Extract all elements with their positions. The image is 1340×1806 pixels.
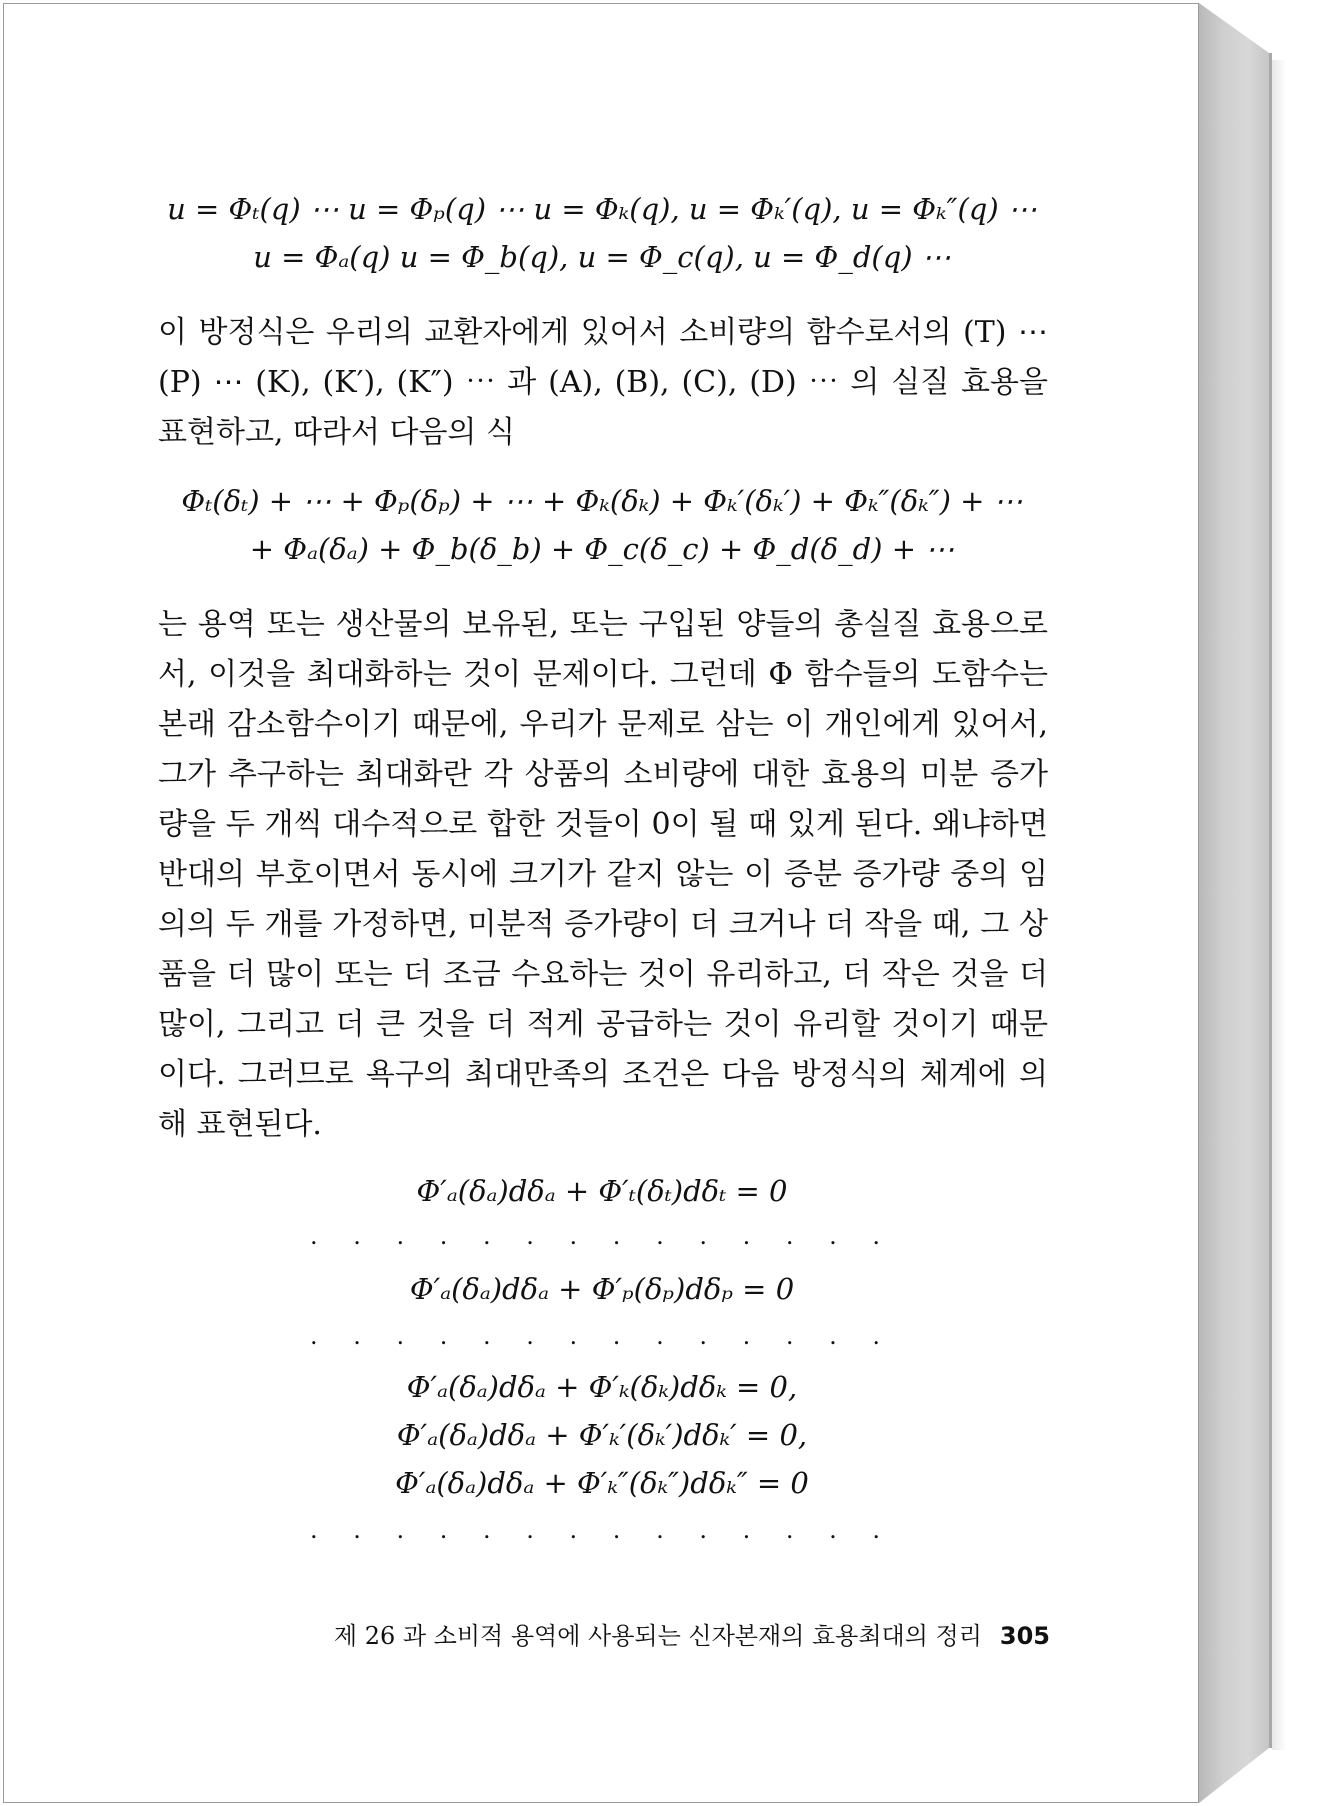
paragraph: 는 용역 또는 생산물의 보유된, 또는 구입된 양들의 총실질 효용으로서, 이것을 최대화하는 것이 문제이다. 그런데 Φ 함수들의 도함수는 본래 감소함수이기 때문에, 우리가 문제로 삼는 이 개인에게 있어서, 그가 추구하는 최대화란 각 상품의 소비량에 대한 효용의 미분 증가량을 두 개씩 대수적으로 합한 것들이 0이 될 때 있게 된다. 왜냐하면 반대의 부호이면서 동시에 크기가 같지 않는 이 증분 증가량 중의 임의의 두 개를 가정하면, 미분적 증가량이 더 크거나 더 작을 때, 그 상품을 더 많이 또는 더 조금 수요하는 것이 유리하고, 더 작은 것을 더 많이, 그리고 더 큰 것을 더 적게 공급하는 것이 유리할 것이기 때문이다. 그러므로 욕구의 최대만족의 조건은 다음 방정식의 체계에 의해 표현된다. bbox=[158, 607, 1048, 1142]
book-spine bbox=[1199, 3, 1269, 1803]
equation-line: Φ′ₐ(δₐ)dδₐ + Φ′ₚ(δₚ)dδₚ = 0 bbox=[409, 1272, 795, 1306]
chapter-title: 제 26 과 소비적 용역에 사용되는 신자본재의 효용최대의 정리 bbox=[333, 1622, 982, 1650]
ellipsis-row: . . . . . . . . . . . . . . bbox=[310, 1516, 894, 1544]
equation-line: u = Φₐ(q) u = Φ_b(q), u = Φ_c(q), u = Φ_d(q) ⋯ bbox=[253, 240, 951, 274]
equation-line: Φ′ₐ(δₐ)dδₐ + Φ′ₖ(δₖ)dδₖ = 0, bbox=[406, 1370, 798, 1404]
page-shadow bbox=[1272, 60, 1286, 1750]
paragraph: 이 방정식은 우리의 교환자에게 있어서 소비량의 함수로서의 (T) ⋯ (P) ⋯ (K), (K′), (K″) ⋯ 과 (A), (B), (C), (D) ⋯ 의 실질 효용을 표현하고, 따라서 다음의 식 bbox=[158, 315, 1048, 450]
equation-line: Φₜ(δₜ) + ⋯ + Φₚ(δₚ) + ⋯ + Φₖ(δₖ) + Φₖ′(δₖ′) + Φₖ″(δₖ″) + ⋯ bbox=[181, 484, 1023, 518]
equation-line: + Φₐ(δₐ) + Φ_b(δ_b) + Φ_c(δ_c) + Φ_d(δ_d) + ⋯ bbox=[249, 532, 955, 566]
ellipsis-row: . . . . . . . . . . . . . . bbox=[310, 1322, 894, 1350]
equation-line: u = Φₜ(q) ⋯ u = Φₚ(q) ⋯ u = Φₖ(q), u = Φₖ′(q), u = Φₖ″(q) ⋯ bbox=[167, 192, 1037, 226]
page-number: 305 bbox=[999, 1622, 1050, 1650]
equation-line: Φ′ₐ(δₐ)dδₐ + Φ′ₖ″(δₖ″)dδₖ″ = 0 bbox=[395, 1466, 809, 1500]
equation-line: Φ′ₐ(δₐ)dδₐ + Φ′ₜ(δₜ)dδₜ = 0 bbox=[416, 1174, 788, 1208]
book-page bbox=[3, 3, 1199, 1803]
ellipsis-row: . . . . . . . . . . . . . . bbox=[310, 1222, 894, 1250]
page-footer bbox=[284, 1616, 1050, 1651]
equation-line: Φ′ₐ(δₐ)dδₐ + Φ′ₖ′(δₖ′)dδₖ′ = 0, bbox=[396, 1418, 808, 1452]
